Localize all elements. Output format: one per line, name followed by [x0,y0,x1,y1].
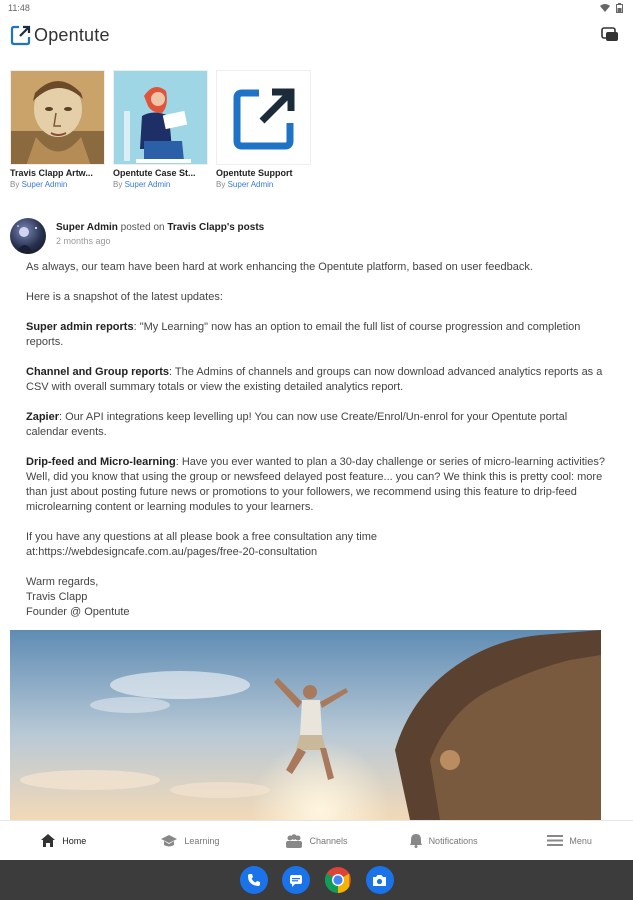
course-tile[interactable] [10,70,105,189]
phone-icon[interactable] [240,866,268,894]
course-tile[interactable] [216,70,311,189]
post-paragraph: Zapier: Our API integrations keep levelling up! You can now use Create/Enrol/Un-enrol for your Opentute portal calendar events. [26,411,568,438]
section-heading: Drip-feed and Micro-learning [26,456,176,468]
post-header [10,218,610,254]
author-link[interactable]: Super Admin [21,180,68,189]
bottom-nav [0,820,633,860]
status-bar [0,0,633,16]
bell-icon [409,833,423,848]
feed-post [10,218,610,635]
home-icon [40,833,56,848]
author-link[interactable]: Super Admin [227,180,274,189]
nav-item-notifications[interactable] [380,821,507,860]
featured-courses [10,70,311,189]
post-paragraph: If you have any questions at all please book a free consultation any time at:https://webdesigncafe.com.au/pages/free-20-consultation [26,531,377,558]
nav-label: Learning [184,835,220,846]
post-meta [56,222,264,233]
course-author: By Super Admin [113,180,171,189]
opentute-logo-icon [217,71,311,165]
post-paragraph: Drip-feed and Micro-learning: Have you ever wanted to plan a 30-day challenge or series of micro-learning activities? Well, did you know that using the group or newsfeed delayed post feature... you can? We think this is pretty cool: more than just about posting future news or promotions to your followers, we recommend using this feature to drip-feed microlearning content or learning modules to your learners. [26,456,605,513]
graduation-cap-icon [160,834,178,848]
course-author: By Super Admin [216,180,274,189]
app-title: Opentute [34,24,110,45]
course-title: Travis Clapp Artw... [10,168,93,178]
messages-icon[interactable] [282,866,310,894]
avatar[interactable] [10,218,46,254]
post-paragraph: As always, our team have been hard at work enhancing the Opentute platform, based on user feedback. [26,261,533,273]
nav-item-learning[interactable] [127,821,254,860]
post-target-link[interactable]: Travis Clapp's posts [167,222,265,233]
status-time: 11:48 [8,3,30,13]
nav-item-menu[interactable] [506,821,633,860]
opentute-logo-icon [10,24,32,46]
nav-label: Menu [569,835,592,846]
section-heading: Channel and Group reports [26,366,170,378]
nav-item-channels[interactable] [253,821,380,860]
nav-label: Home [62,835,87,846]
nav-item-home[interactable] [0,821,127,860]
app-brand[interactable] [10,24,110,46]
nav-label: Notifications [428,835,478,846]
post-paragraph: Super admin reports: "My Learning" now has an option to email the full list of course progression and completion reports. [26,321,581,348]
status-icons [600,3,623,13]
system-dock [0,860,633,900]
course-tile[interactable] [113,70,208,189]
post-paragraph: Channel and Group reports: The Admins of channels and groups can now download advanced analytics reports as a CSV with overall summary totals or view the existing detailed analytics report. [26,366,603,393]
post-body [26,260,610,620]
consultation-link[interactable]: at:https://webdesigncafe.com.au/pages/free-20-consultation [26,546,318,558]
author-link[interactable]: Super Admin [124,180,171,189]
app-header [0,18,633,52]
channels-icon [285,834,303,848]
course-thumbnail [10,70,105,165]
chat-icon [601,27,619,43]
section-heading: Super admin reports [26,321,134,333]
posted-on-label: posted on [120,222,165,233]
nav-label: Channels [309,835,348,846]
hamburger-menu-icon [547,834,563,847]
battery-icon [616,3,623,13]
post-author-link[interactable]: Super Admin [56,222,118,233]
camera-icon[interactable] [366,866,394,894]
course-title: Opentute Case St... [113,168,196,178]
section-heading: Zapier [26,411,60,423]
messages-button[interactable] [599,24,621,46]
course-title: Opentute Support [216,168,293,178]
post-timestamp: 2 months ago [56,236,111,246]
wifi-icon [600,4,610,13]
course-thumbnail [113,70,208,165]
chrome-icon[interactable] [324,866,352,894]
post-paragraph: Here is a snapshot of the latest updates: [26,291,223,303]
course-author: By Super Admin [10,180,68,189]
course-thumbnail [216,70,311,165]
post-image[interactable] [10,630,601,820]
post-signature: Warm regards, Travis Clapp Founder @ Opentute [26,576,130,618]
